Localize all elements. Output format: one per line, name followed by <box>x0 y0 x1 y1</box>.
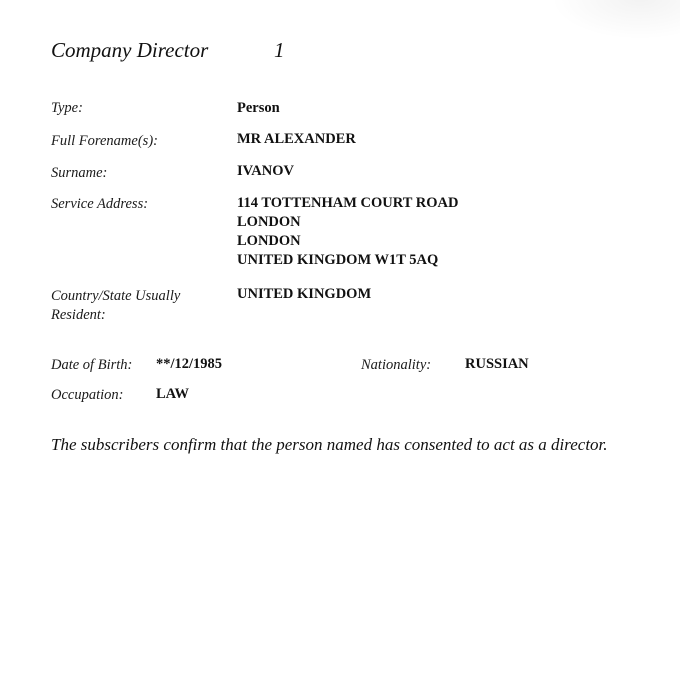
dob-value: **/12/1985 <box>156 356 223 372</box>
nationality-label: Nationality: <box>361 357 432 373</box>
occupation-value: LAW <box>156 386 190 402</box>
director-number: 1 <box>274 38 285 62</box>
occupation-label: Occupation: <box>51 387 124 403</box>
address-line: 114 TOTTENHAM COURT ROAD <box>237 195 459 211</box>
service-address-value <box>237 194 458 270</box>
address-line: LONDON <box>237 233 301 249</box>
nationality-value: RUSSIAN <box>465 356 529 372</box>
address-line: UNITED KINGDOM W1T 5AQ <box>237 252 439 268</box>
forename-value: MR ALEXANDER <box>237 131 356 147</box>
type-value: Person <box>237 100 280 116</box>
country-resident-label-line: Country/State Usually <box>51 288 181 304</box>
surname-value: IVANOV <box>237 163 294 179</box>
service-address-label: Service Address: <box>51 196 149 212</box>
surname-label: Surname: <box>51 165 108 181</box>
country-resident-label-line: Resident: <box>51 307 106 323</box>
country-resident-value: UNITED KINGDOM <box>237 286 372 302</box>
corner-shadow <box>550 0 680 40</box>
address-line: LONDON <box>237 214 301 230</box>
section-title: Company Director <box>51 38 209 62</box>
country-resident-label <box>51 287 180 325</box>
dob-label: Date of Birth: <box>51 357 133 373</box>
consent-statement: The subscribers confirm that the person named has consented to act as a director. <box>51 435 608 454</box>
type-label: Type: <box>51 100 83 116</box>
forename-label: Full Forename(s): <box>51 133 158 149</box>
